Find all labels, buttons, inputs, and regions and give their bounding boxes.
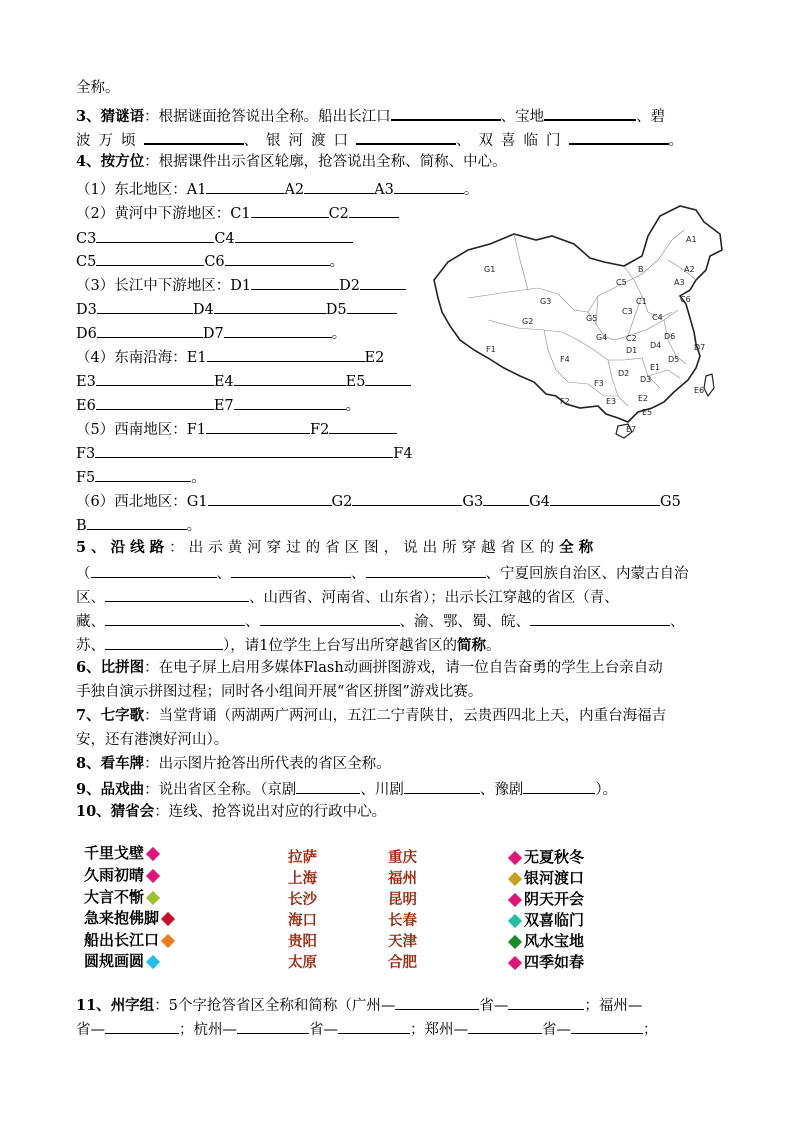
q5-line4: 藏、 、 、渝、鄂、蜀、皖、 、 bbox=[76, 610, 685, 632]
svg-text:D7: D7 bbox=[694, 343, 706, 352]
svg-text:E7: E7 bbox=[626, 425, 637, 434]
q11-line1: 11、州字组：5个字抢答省区全称和简称（广州— 省— ；福州— bbox=[76, 994, 642, 1016]
q4-r4-line1: （4）东南沿海：E1 E2 bbox=[76, 346, 384, 368]
diamond-icon bbox=[508, 914, 522, 928]
svg-text:D1: D1 bbox=[626, 346, 638, 355]
q10-line: 10、猜省会：连线、抢答说出对应的行政中心。 bbox=[76, 803, 387, 820]
idiom-right-2[interactable]: 银河渡口 bbox=[506, 867, 584, 888]
city-mid2-3[interactable]: 昆明 bbox=[388, 891, 417, 908]
q4-r4-line2: E3 E4 E5 bbox=[76, 370, 411, 392]
q4-r2-line3: C5 C6 。 bbox=[76, 250, 344, 272]
q9-line: 9、品戏曲：说出省区全称。（京剧 、川剧 、豫剧 ）。 bbox=[76, 778, 617, 800]
idiom-right-5[interactable]: 风水宝地 bbox=[506, 930, 584, 951]
svg-text:A1: A1 bbox=[686, 235, 697, 244]
idiom-left-1[interactable]: 千里戈壁 bbox=[84, 842, 162, 863]
q4-r3-line3: D6 D7 。 bbox=[76, 322, 346, 344]
diamond-icon bbox=[508, 851, 522, 865]
q3-line2: 波万顷 、银河渡口 、双喜临门 。 bbox=[76, 128, 691, 151]
q4-r5-line2: F3 F4 bbox=[76, 442, 413, 464]
china-province-map bbox=[428, 200, 726, 442]
svg-text:E5: E5 bbox=[642, 408, 653, 417]
diamond-icon bbox=[161, 912, 175, 926]
q6-line2: 手独自演示拼图过程；同时各小组间开展“省区拼图”游戏比赛。 bbox=[76, 684, 483, 700]
diamond-icon bbox=[508, 872, 522, 886]
q5-line5: 苏、 ），请1位学生上台写出所穿越省区的简称。 bbox=[76, 634, 500, 656]
diamond-icon bbox=[161, 934, 175, 948]
q4-r5-line3: F5 。 bbox=[76, 466, 206, 488]
svg-text:D3: D3 bbox=[640, 375, 652, 384]
diamond-icon bbox=[146, 869, 160, 883]
q4-r6-line2: B 。 bbox=[76, 514, 201, 536]
q6-line1: 6、比拼图：在电子屏上启用多媒体Flash动画拼图游戏，请一位自告奋勇的学生上台亲自动 bbox=[76, 659, 663, 676]
diamond-icon bbox=[508, 893, 522, 907]
svg-text:C3: C3 bbox=[622, 307, 633, 316]
svg-text:C4: C4 bbox=[652, 313, 663, 322]
idiom-left-3[interactable]: 大言不惭 bbox=[84, 886, 162, 907]
city-mid2-5[interactable]: 天津 bbox=[388, 933, 417, 950]
q4-title: 4、按方位：根据课件出示省区轮廓，抢答说出全称、简称、中心。 bbox=[76, 153, 507, 170]
svg-text:D5: D5 bbox=[668, 355, 680, 364]
city-mid2-4[interactable]: 长春 bbox=[388, 912, 417, 929]
taiwan-island bbox=[704, 374, 714, 396]
svg-text:C6: C6 bbox=[680, 295, 691, 304]
diamond-icon bbox=[508, 956, 522, 970]
idiom-left-4[interactable]: 急来抱佛脚 bbox=[84, 907, 177, 928]
diamond-icon bbox=[146, 955, 160, 969]
svg-text:A3: A3 bbox=[674, 278, 685, 287]
q4-r6-line1: （6）西北地区：G1 G2 G3 G4 G5 bbox=[76, 490, 681, 512]
idiom-right-1[interactable]: 无夏秋冬 bbox=[506, 846, 584, 867]
diamond-icon bbox=[146, 847, 160, 861]
idiom-left-2[interactable]: 久雨初晴 bbox=[84, 864, 162, 885]
q4-r1: （1）东北地区：A1 A2 A3 。 bbox=[76, 178, 478, 200]
svg-text:G4: G4 bbox=[596, 333, 608, 342]
q5-line1: 5、沿线路：出示黄河穿过的省区图，说出所穿越省区的全称 bbox=[76, 539, 599, 556]
svg-text:A2: A2 bbox=[684, 265, 695, 274]
svg-text:C2: C2 bbox=[626, 334, 637, 343]
q3-line1: 3、猜谜语：根据谜面抢答说出全称。船出长江口 、宝地 、碧 bbox=[76, 104, 665, 127]
svg-text:G3: G3 bbox=[540, 297, 552, 306]
q4-r5-line1: （5）西南地区：F1 F2 bbox=[76, 418, 397, 440]
q4-r3-line1: （3）长江中下游地区：D1 D2 bbox=[76, 274, 406, 296]
idiom-left-5[interactable]: 船出长江口 bbox=[84, 929, 177, 950]
svg-text:F3: F3 bbox=[594, 379, 604, 388]
q8-line: 8、看车牌：出示图片抢答出所代表的省区全称。 bbox=[76, 755, 391, 772]
q7-line1: 7、七字歌：当堂背诵（两湖两广两河山，五江二宁青陕甘，云贵西四北上天，内重台海福吉 bbox=[76, 707, 667, 724]
q4-r3-line2: D3 D4 D5 bbox=[76, 298, 397, 320]
city-mid2-2[interactable]: 福州 bbox=[388, 870, 417, 887]
svg-text:E1: E1 bbox=[650, 363, 661, 372]
city-mid1-6[interactable]: 太原 bbox=[288, 954, 317, 971]
svg-text:E3: E3 bbox=[606, 397, 617, 406]
idiom-right-3[interactable]: 阴天开会 bbox=[506, 888, 584, 909]
city-mid2-6[interactable]: 合肥 bbox=[388, 954, 417, 971]
intro-tail: 全称。 bbox=[76, 80, 120, 96]
svg-text:F4: F4 bbox=[560, 355, 570, 364]
china-outline bbox=[434, 206, 722, 422]
q7-line2: 安，还有港澳好河山）。 bbox=[76, 732, 229, 748]
q11-line2: 省— ；杭州— 省— ；郑州— 省— ； bbox=[76, 1018, 658, 1040]
idiom-left-6[interactable]: 圆规画圆 bbox=[84, 950, 162, 971]
svg-text:D4: D4 bbox=[650, 341, 662, 350]
svg-text:B: B bbox=[638, 265, 644, 274]
svg-text:G2: G2 bbox=[522, 317, 534, 326]
svg-text:E2: E2 bbox=[638, 394, 649, 403]
q4-r2-line1: （2）黄河中下游地区：C1 C2 bbox=[76, 202, 399, 224]
q4-r4-line3: E6 E7 。 bbox=[76, 394, 360, 416]
idiom-right-6[interactable]: 四季如春 bbox=[506, 951, 584, 972]
idiom-right-4[interactable]: 双喜临门 bbox=[506, 909, 584, 930]
q5-line3: 区、 、山西省、河南省、山东省）；出示长江穿越的省区（青、 bbox=[76, 586, 619, 608]
diamond-icon bbox=[508, 935, 522, 949]
svg-text:C5: C5 bbox=[616, 278, 627, 287]
city-mid1-2[interactable]: 上海 bbox=[288, 870, 317, 887]
diamond-icon bbox=[146, 891, 160, 905]
svg-text:E6: E6 bbox=[694, 386, 705, 395]
q5-line2: （ 、 、 、宁夏回族自治区、内蒙古自治 bbox=[76, 562, 689, 584]
svg-text:F2: F2 bbox=[560, 397, 570, 406]
svg-text:D2: D2 bbox=[618, 369, 630, 378]
city-mid2-1[interactable]: 重庆 bbox=[388, 849, 417, 866]
svg-text:D6: D6 bbox=[664, 332, 676, 341]
city-mid1-4[interactable]: 海口 bbox=[288, 912, 317, 929]
svg-text:G1: G1 bbox=[484, 265, 496, 274]
city-mid1-5[interactable]: 贵阳 bbox=[288, 933, 317, 950]
svg-text:F1: F1 bbox=[486, 345, 496, 354]
city-mid1-3[interactable]: 长沙 bbox=[288, 891, 317, 908]
q4-r2-line2: C3 C4 bbox=[76, 227, 353, 249]
svg-text:C1: C1 bbox=[636, 297, 647, 306]
city-mid1-1[interactable]: 拉萨 bbox=[288, 849, 317, 866]
svg-text:G5: G5 bbox=[586, 314, 598, 323]
